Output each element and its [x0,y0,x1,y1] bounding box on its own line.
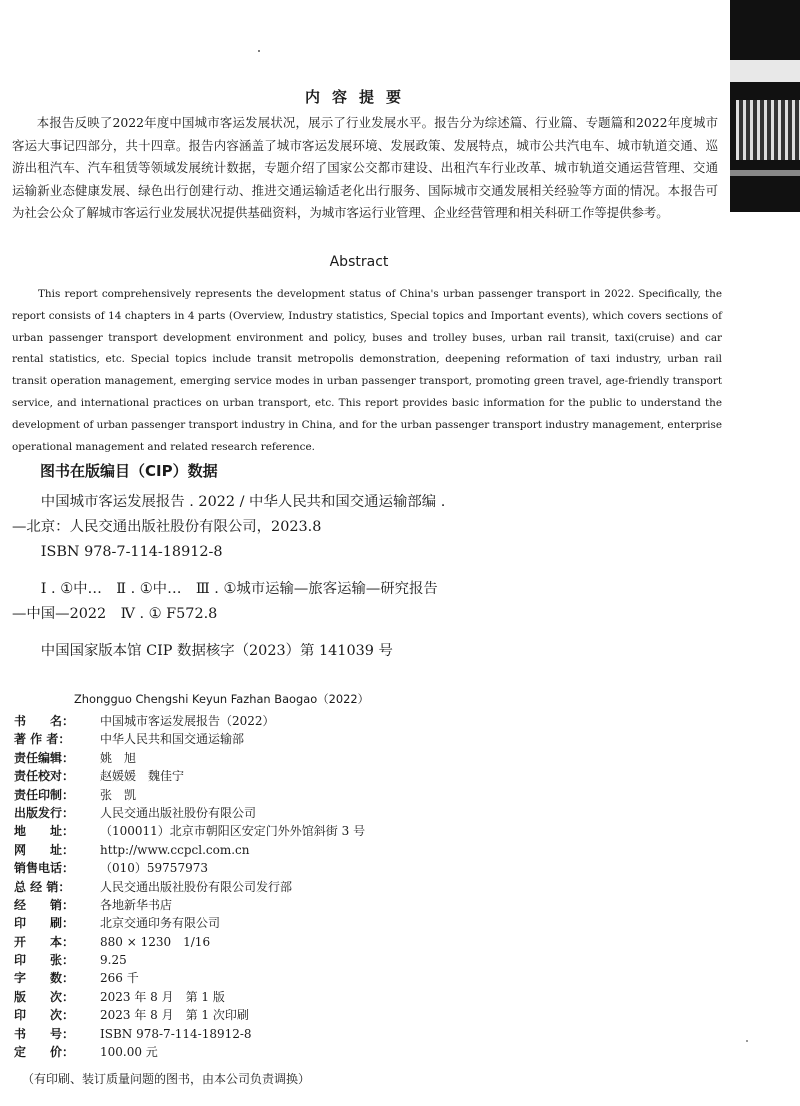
info-row [14,786,365,804]
info-row [14,712,365,730]
info-value: http://www.ccpcl.com.cn [100,842,250,857]
info-label: 著 作 者： [14,732,71,747]
info-value: 2023 年 8 月 第 1 版 [100,989,225,1004]
info-value: 880 × 1230 1/16 [100,934,211,949]
speck [746,1040,748,1042]
info-row [14,859,365,877]
info-label: 销售电话： [14,861,75,876]
pinyin-title: Zhongguo Chengshi Keyun Fazhan Baogao（2022） [74,692,369,706]
info-label: 印 张： [14,953,75,968]
info-value: 中国城市客运发展报告（2022） [100,714,275,728]
info-row [14,878,365,896]
info-label: 责任编辑： [14,750,75,765]
info-row [14,914,365,932]
info-label: 开 本： [14,934,75,949]
info-row [14,749,365,767]
cover-photo-edge [730,0,800,212]
abstract-title: Abstract [329,254,389,270]
photo-band [730,60,800,82]
info-row [14,969,365,987]
info-label: 印 次： [14,1008,75,1023]
info-label: 总 经 销： [14,879,71,894]
info-row [14,822,365,840]
cip-classification: Ⅰ . ①中… Ⅱ . ①中… Ⅲ . ①城市运输—旅客运输—研究报告—中国—2022 Ⅳ . ① F572.8 [12,581,438,622]
info-row [14,1043,365,1061]
info-value: 北京交通印务有限公司 [100,916,221,931]
content-summary-title: 内容提要 [304,88,413,106]
speck [258,50,260,52]
info-value: 姚 旭 [100,750,137,765]
info-value: （100011）北京市朝阳区安定门外外馆斜街 3 号 [100,824,366,839]
photo-band [730,170,800,176]
info-row [14,730,365,748]
info-label: 书 号： [14,1026,75,1041]
info-value: ISBN 978-7-114-18912-8 [100,1026,252,1041]
info-label: 责任校对： [14,769,75,784]
info-value: 人民交通出版社股份有限公司 [100,805,257,820]
info-value: 2023 年 8 月 第 1 次印刷 [100,1008,249,1023]
info-value: 100.00 元 [100,1045,158,1060]
info-value: 中华人民共和国交通运输部 [100,732,245,747]
photo-band [736,100,800,160]
info-value: 张 凯 [100,787,137,802]
info-label: 版 次： [14,989,75,1004]
info-row [14,933,365,951]
info-label: 出版发行： [14,805,75,820]
info-row [14,767,365,785]
info-label: 经 销： [14,897,75,912]
info-row [14,1025,365,1043]
info-value: 9.25 [100,953,127,968]
cip-number: 中国国家版本馆 CIP 数据核字（2023）第 141039 号 [40,643,393,659]
info-row [14,841,365,859]
info-label: 书 名： [14,714,75,728]
info-row [14,804,365,822]
info-label: 定 价： [14,1045,75,1060]
info-label: 印 刷： [14,916,75,931]
info-value: 人民交通出版社股份有限公司发行部 [100,879,293,894]
cip-isbn: ISBN 978-7-114-18912-8 [40,544,223,560]
content-summary-text: 本报告反映了2022年度中国城市客运发展状况，展示了行业发展水平。报告分为综述篇、行业篇、专题篇和2022年度城市客运大事记四部分，共十四章。报告内容涵盖了城市客运发展环境、发展政策、发展特点，城市公共汽电车、城市轨道交通、巡游出租汽车、汽车租赁等领域发展统计数据，专题介绍了国家公交都市建设、出租汽车行业改革、城市轨道交通运营管理、交通运输新业态健康发展、绿色出行创建行动、推进交通运输适老化出行服务、国际城市交通发展相关经验等方面的情况。本报告可为社会公众了解城市客运行业发展状况提供基础资料，为城市客运行业管理、企业经营管理和相关科研工作等提供参考。 [12,115,718,220]
info-value: 各地新华书店 [100,897,173,912]
info-label: 网 址： [14,842,75,857]
info-label: 责任印制： [14,787,75,802]
info-value: （010）59757973 [100,861,208,876]
info-value: 266 千 [100,971,139,986]
info-label: 地 址： [14,824,75,839]
quality-note: （有印刷、装订质量问题的图书，由本公司负责调换） [22,1072,311,1086]
abstract-text: This report comprehensively represents the development status of China's urban passenger transport in 2022. Specifically, the report consists of 14 chapters in 4 parts (Overview, Industry statistics, Special topics and Important events), which covers sections of urban passenger transport development environment and policy, buses and trolley buses, urban rail transit, taxi(cruise) and car rental statistics, etc. Special topics include transit metropolis demonstration, deepening reformation of taxi industry, urban rail transit operation management, emerging service modes in urban passenger transport, promoting green travel, age-friendly transport service, and international practices on urban transport, etc. This report provides basic information for the public to understand the development of urban passenger transport industry in China, and for the urban passenger transport industry management, enterprise operational management and related research reference. [12,288,722,453]
info-row [14,988,365,1006]
info-label: 字 数： [14,971,75,986]
publication-info [14,712,365,1061]
cip-heading: 图书在版编目（CIP）数据 [40,462,218,480]
info-row [14,896,365,914]
cip-block [12,490,452,664]
info-value: 赵媛媛 魏佳宁 [100,769,185,784]
info-row [14,951,365,969]
cip-line1: 中国城市客运发展报告 . 2022 / 中华人民共和国交通运输部编 . —北京：人民交通出版社股份有限公司，2023.8 [12,494,446,535]
info-row [14,1006,365,1024]
